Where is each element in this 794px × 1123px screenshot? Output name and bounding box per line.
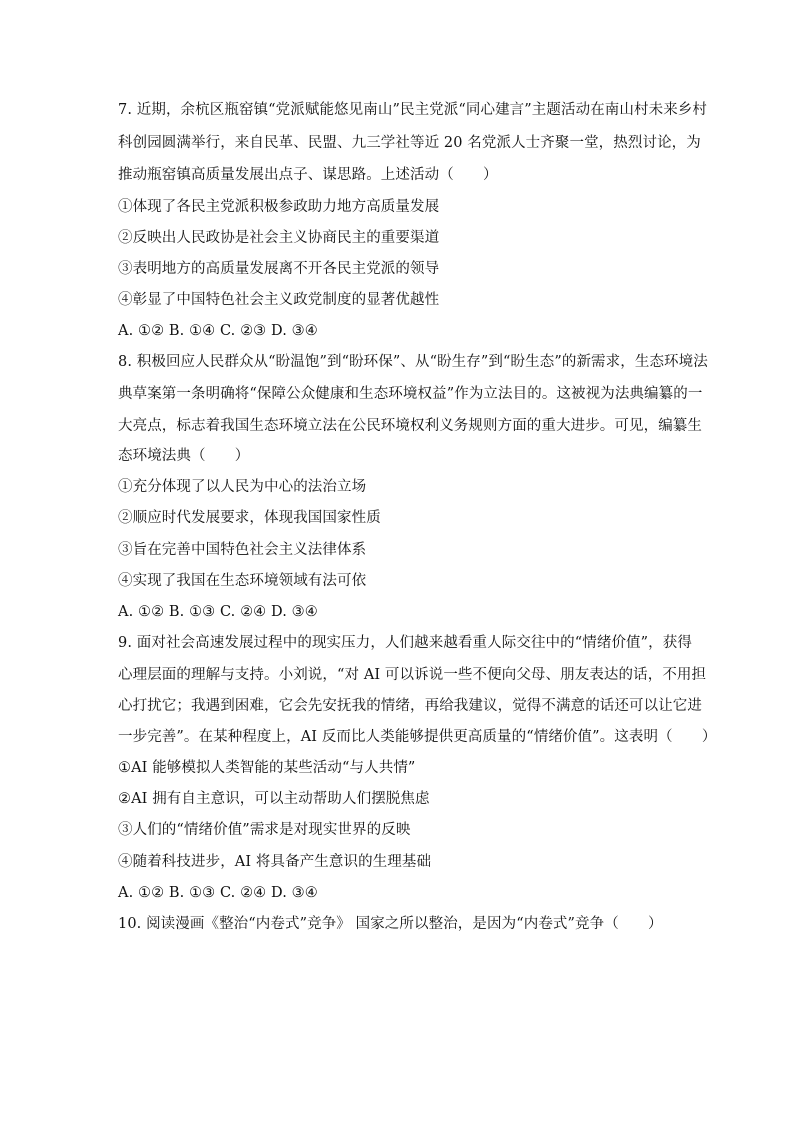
question-7-option-3: ③表明地方的高质量发展离不开各民主党派的领导 [118, 261, 440, 277]
question-8-stem-line-3: 大亮点，标志着我国生态环境立法在公民环境权利义务规则方面的重大进步。可见，编纂生 [118, 418, 702, 434]
question-8-option-4: ④实现了我国在生态环境领域有法可依 [118, 573, 367, 589]
question-9-option-2: ②AI 拥有自主意识，可以主动帮助人们摆脱焦虑 [118, 791, 430, 807]
question-9-option-3: ③人们的“情绪价值”需求是对现实世界的反映 [118, 822, 411, 838]
question-8-stem-line-1: 8. 积极回应人民群众从“盼温饱”到“盼环保”、从“盼生存”到“盼生态”的新需求，生态环境法 [118, 354, 708, 370]
question-8-stem-line-4: 态环境法典（ ） [118, 448, 250, 464]
question-7-stem-line-1: 7. 近期，余杭区瓶窑镇“党派赋能悠见南山”民主党派“同心建言”主题活动在南山村未来乡村 [118, 102, 707, 118]
question-9-stem-line-1: 9. 面对社会高速发展过程中的现实压力，人们越来越看重人际交往中的“情绪价值”，获得 [118, 635, 692, 651]
question-9-stem-line-4: 一步完善”。在某种程度上，AI 反而比人类能够提供更高质量的“情绪价值”。这表明（ ） [118, 729, 717, 745]
question-9-stem-line-2: 心理层面的理解与支持。小刘说，“对 AI 可以诉说一些不便向父母、朋友表达的话，不用担 [118, 667, 707, 683]
question-7-option-4: ④彰显了中国特色社会主义政党制度的显著优越性 [118, 292, 440, 308]
question-8-option-3: ③旨在完善中国特色社会主义法律体系 [118, 542, 367, 558]
question-8-option-2: ②顺应时代发展要求，体现我国国家性质 [118, 510, 381, 526]
question-9-choices: A. ①② B. ①③ C. ②④ D. ③④ [118, 885, 318, 901]
question-9-option-4: ④随着科技进步，AI 将具备产生意识的生理基础 [118, 854, 432, 870]
question-9-option-1: ①AI 能够模拟人类智能的某些活动“与人共情” [118, 760, 416, 776]
question-7-option-1: ①体现了各民主党派积极参政助力地方高质量发展 [118, 199, 440, 215]
question-8-stem-line-2: 典草案第一条明确将“保障公众健康和生态环境权益”作为立法目的。这被视为法典编纂的一 [118, 386, 703, 402]
question-10-stem-line-1: 10. 阅读漫画《整治“内卷式”竞争》 国家之所以整治，是因为“内卷式”竞争（ ） [118, 916, 663, 932]
question-7-option-2: ②反映出人民政协是社会主义协商民主的重要渠道 [118, 230, 440, 246]
question-8-option-1: ①充分体现了以人民为中心的法治立场 [118, 479, 367, 495]
question-8-choices: A. ①② B. ①③ C. ②④ D. ③④ [118, 604, 318, 620]
question-9-stem-line-3: 心打扰它；我遇到困难，它会先安抚我的情绪，再给我建议，觉得不满意的话还可以让它进 [118, 698, 702, 714]
question-7-stem-line-2: 科创园圆满举行，来自民革、民盟、九三学社等近 20 名党派人士齐聚一堂，热烈讨论，为 [118, 135, 701, 151]
question-7-stem-line-3: 推动瓶窑镇高质量发展出点子、谋思路。上述活动（ ） [118, 167, 498, 183]
question-7-choices: A. ①② B. ①④ C. ②③ D. ③④ [118, 323, 318, 339]
